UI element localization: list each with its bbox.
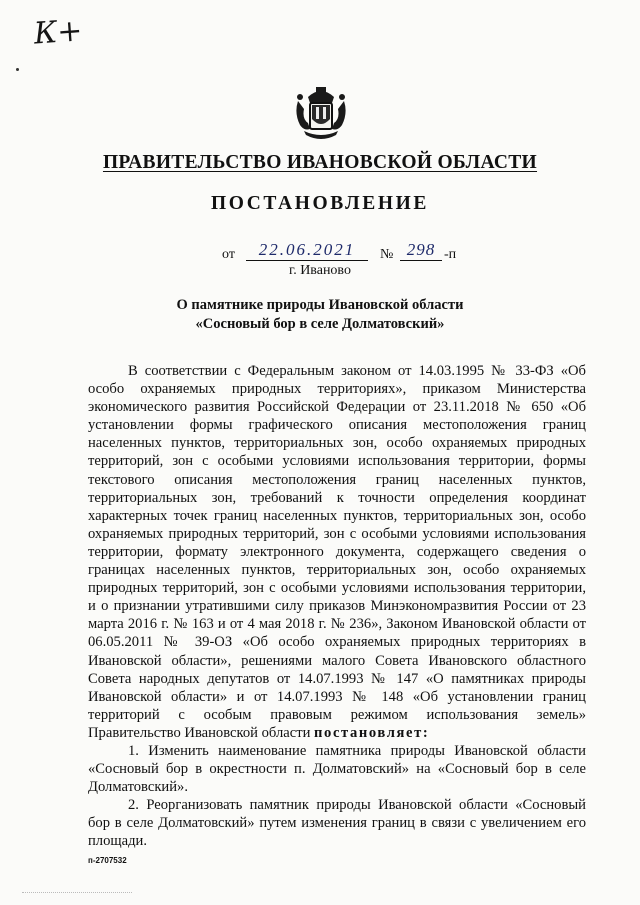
date-prefix: от [222, 247, 235, 262]
item-1: 1. Изменить наименование памятника природы Ивановской области «Сосновый бор в окрестности п. Долматовский» на «Сосновый бор в селе Долматовский». [88, 742, 586, 796]
scan-dot [16, 68, 19, 71]
city: г. Иваново [289, 263, 351, 278]
document-type: ПОСТАНОВЛЕНИЕ [210, 193, 430, 214]
scan-artifact [22, 891, 132, 893]
document-code: п-2707532 [88, 856, 127, 865]
title-line-2: «Сосновый бор в селе Долматовский» [195, 316, 445, 332]
document-title [0, 296, 640, 334]
preamble-paragraph [88, 362, 586, 742]
preamble-text: В соответствии с Федеральным законом от 14.03.1995 № 33-ФЗ «Об особо охраняемых природных территориях», приказом Министерства экономического развития Российской Федерации от 23.11.2018 № 650 «Об установлении формы графического описания местоположения границ населенных пунктов, территориальных зон, особо охраняемых природных территорий, зон с особыми условиями использования территории, формы текстового описания местоположения границ населенных пунктов, территориальных зон, требований к точности определения координат характерных точек границ населенных пунктов, территориальных зон, особо охраняемых природных территорий, зон с особыми условиями использования территории, формату электронного документа, содержащего сведения о границах населенных пунктов, территориальных зон, особо охраняемых природных территорий, зон с особыми условиями использования территории, и о признании утратившими силу приказов Минэкономразвития России от 23 марта 2016 г. № 163 и от 4 мая 2018 г. № 236», Законом Ивановской области от 06.05.2011 № 39-ОЗ «Об особо охраняемых природных территориях в Ивановской области», решениями малого Совета Ивановского областного Совета народных депутатов от 14.07.1993 № 147 «О памятниках природы Ивановской области» и от 14.07.1993 № 148 «Об установлении границ территорий с особым правовым режимом использования земель» Правительство Ивановской области [88, 363, 586, 741]
coat-of-arms-emblem [290, 83, 352, 145]
item-2: 2. Реорганизовать памятник природы Ивановской области «Сосновый бор в селе Долматовский» путем изменения границ в связи с увеличением его площади. [88, 797, 586, 850]
resolves-word: постановляет: [314, 724, 430, 741]
handwritten-mark: К+ [32, 13, 84, 52]
title-line-1: О памятнике природы Ивановской области [176, 297, 464, 313]
number-suffix: -п [444, 247, 457, 262]
document-body [88, 362, 586, 851]
handwritten-date: 22.06.2021 [246, 240, 368, 261]
handwritten-number: 298 [400, 240, 442, 261]
number-label: № [380, 247, 394, 262]
government-title: ПРАВИТЕЛЬСТВО ИВАНОВСКОЙ ОБЛАСТИ [102, 152, 538, 173]
